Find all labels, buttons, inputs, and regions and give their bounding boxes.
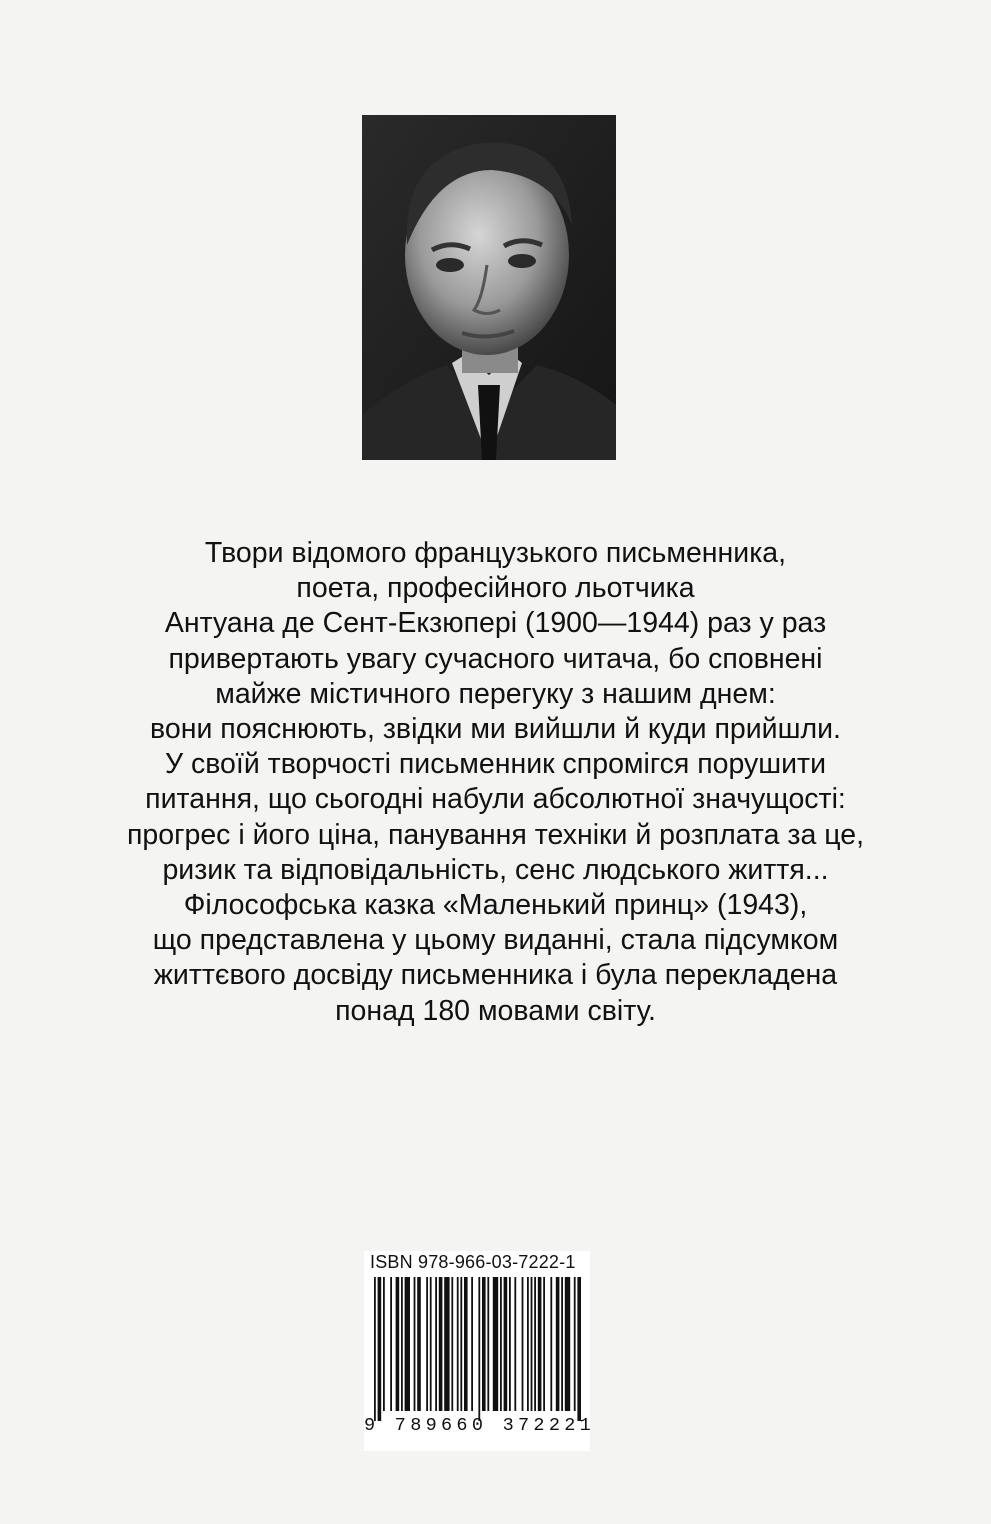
author-portrait (362, 115, 616, 460)
barcode-bar (451, 1277, 453, 1411)
barcode-bar (543, 1277, 545, 1411)
barcode-bar (527, 1277, 529, 1411)
barcode-bar (577, 1277, 581, 1421)
barcode-bar (509, 1277, 511, 1411)
barcode-bar (478, 1277, 480, 1421)
barcode-bar (401, 1277, 403, 1411)
description-line: що представлена у цьому виданні, стала підсумком (152, 924, 839, 957)
barcode-bar (504, 1277, 508, 1411)
barcode-bar (556, 1277, 560, 1411)
description-line: ризик та відповідальність, сенс людського життя... (162, 853, 829, 886)
description-line: Твори відомого французького письменника, (204, 537, 787, 569)
barcode-bar (457, 1277, 459, 1411)
ean-digits: 9 789660 372221 (364, 1415, 596, 1436)
description-line: прогрес і його ціна, панування техніки й розплата за це, (126, 818, 865, 851)
barcode-bar (390, 1277, 392, 1411)
description-line: привертають увагу сучасного читача, бо сповнені (168, 642, 823, 675)
barcode-bar (417, 1277, 421, 1411)
description-line: Антуана де Сент-Екзюпері (1900—1944) раз у раз (164, 607, 827, 640)
barcode-bar (396, 1277, 400, 1411)
barcode-bar (493, 1277, 498, 1411)
barcode-bar (460, 1277, 462, 1411)
barcode-bar (482, 1277, 486, 1411)
barcode-bar (522, 1277, 524, 1411)
barcode-bar (435, 1277, 437, 1411)
isbn-label: ISBN 978-966-03-7222-1 (370, 1252, 576, 1272)
barcode-bar (471, 1277, 473, 1411)
isbn-barcode (364, 1251, 596, 1451)
description-line: У своїй творчості письменник спромігся порушити (164, 748, 827, 781)
barcode-bar (531, 1277, 533, 1411)
barcode-bar (534, 1277, 536, 1411)
description-line: понад 180 мовами світу. (335, 994, 656, 1027)
barcode-bar (561, 1277, 563, 1411)
book-description (60, 536, 931, 1029)
description-line: питання, що сьогодні набули абсолютної значущості: (145, 783, 846, 816)
barcode-bar (500, 1277, 502, 1411)
description-line: майже містичного перегуку з нашим днем: (215, 677, 776, 710)
barcode-bar (444, 1277, 449, 1411)
barcode-bar (487, 1277, 489, 1411)
barcode-bar (565, 1277, 570, 1411)
barcode-bar (439, 1277, 443, 1411)
barcode-bar (426, 1277, 428, 1411)
barcode-bar (574, 1277, 576, 1411)
barcode-bar (405, 1277, 410, 1411)
barcode-bar (383, 1277, 385, 1411)
description-line: життєвого досвіду письменника і була перекладена (153, 959, 838, 992)
barcode-bar (414, 1277, 416, 1411)
description-line: вони пояснюють, звідки ми вийшли й куди прийшли. (150, 713, 841, 746)
description-line: Філософська казка «Маленький принц» (1943), (183, 889, 808, 922)
barcode-bar (514, 1277, 516, 1411)
barcode-bar (374, 1277, 376, 1421)
barcode-bar (464, 1277, 468, 1411)
barcode-bar (430, 1277, 432, 1411)
description-line: поета, професійного льотчика (296, 572, 695, 605)
barcode-bars (374, 1277, 584, 1421)
barcode-bar (538, 1277, 542, 1411)
barcode-bar (378, 1277, 382, 1421)
barcode-bar (550, 1277, 552, 1411)
